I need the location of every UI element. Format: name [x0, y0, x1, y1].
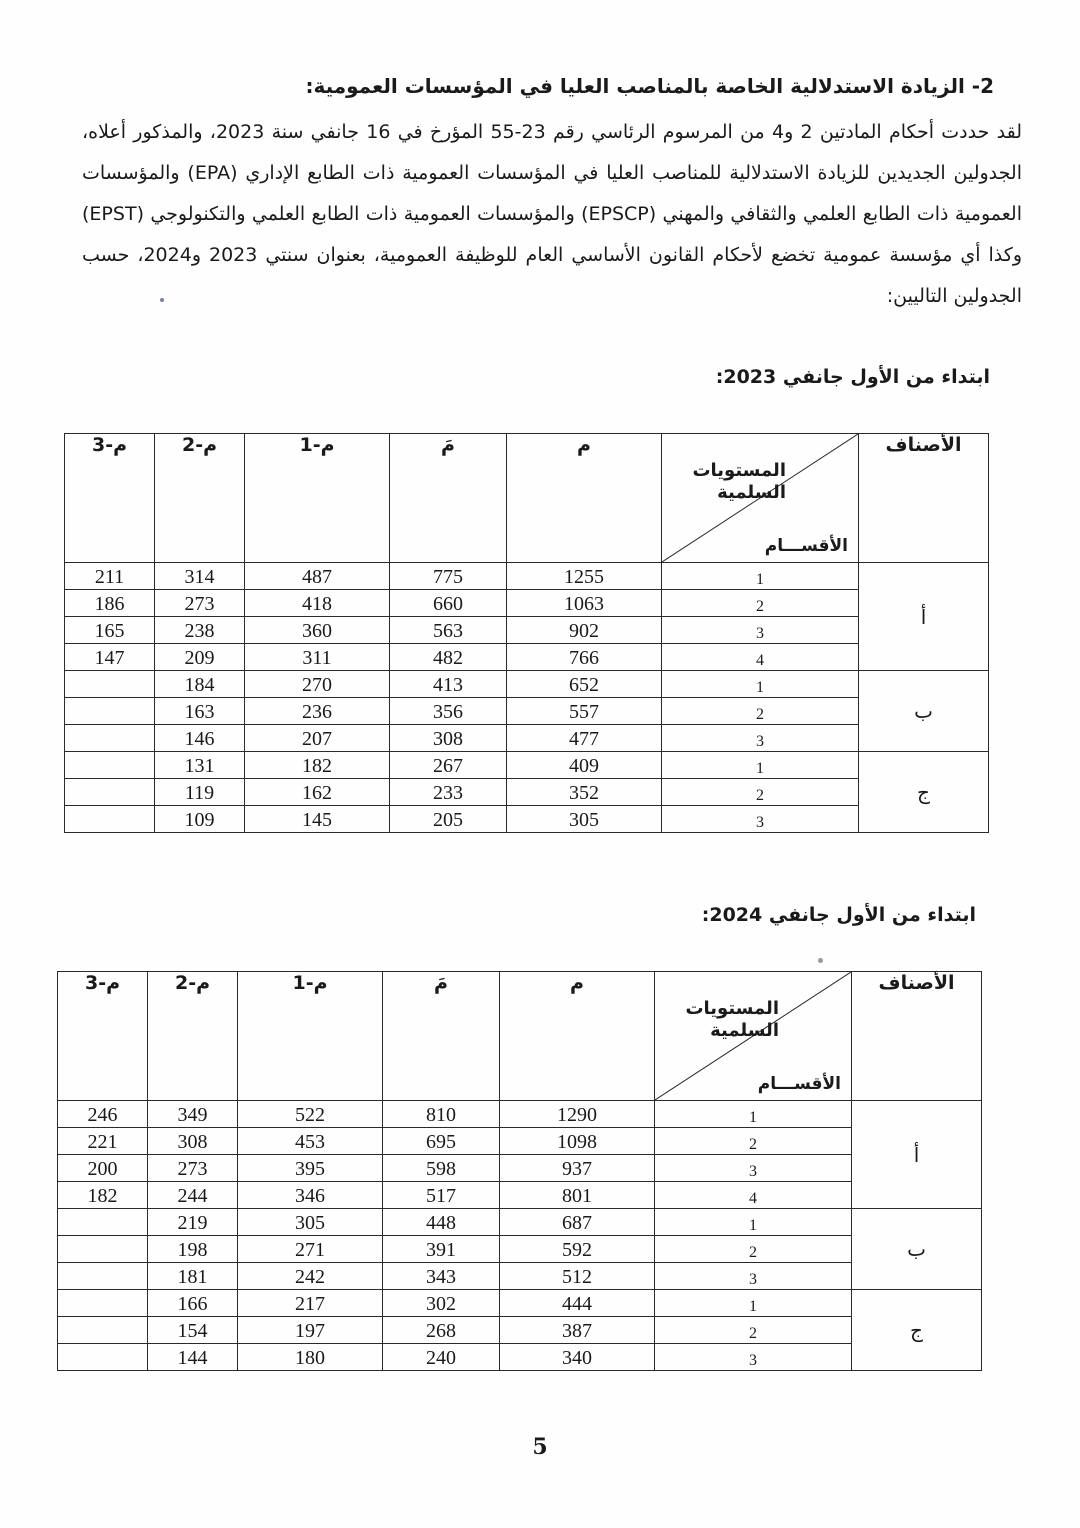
table-row	[65, 590, 989, 617]
index-value-cell: 1098	[500, 1128, 655, 1155]
table-row	[58, 1290, 982, 1317]
index-value-cell: 207	[245, 725, 390, 752]
division-cell: 2	[662, 590, 859, 617]
index-value-cell: 308	[390, 725, 507, 752]
levels-label: المستويات السلمية	[685, 998, 779, 1041]
index-value-cell	[58, 1263, 148, 1290]
division-cell: 3	[655, 1263, 852, 1290]
index-value-cell	[65, 779, 155, 806]
category-cell: ب	[852, 1209, 982, 1290]
index-value-cell: 444	[500, 1290, 655, 1317]
index-value-cell: 119	[155, 779, 245, 806]
section-heading: 2- الزيادة الاستدلالية الخاصة بالمناصب العليا في المؤسسات العمومية:	[305, 74, 994, 98]
index-value-cell	[65, 671, 155, 698]
index-value-cell: 352	[507, 779, 662, 806]
index-value-cell: 217	[238, 1290, 383, 1317]
index-value-cell: 477	[507, 725, 662, 752]
table-2024	[57, 971, 982, 1371]
division-cell: 4	[662, 644, 859, 671]
index-value-cell: 409	[507, 752, 662, 779]
index-value-cell: 687	[500, 1209, 655, 1236]
index-value-cell: 775	[390, 563, 507, 590]
index-value-cell: 238	[155, 617, 245, 644]
index-value-cell: 180	[238, 1344, 383, 1371]
index-value-cell: 221	[58, 1128, 148, 1155]
index-value-cell: 145	[245, 806, 390, 833]
scan-speck	[160, 298, 164, 302]
page-number: 5	[532, 1434, 548, 1460]
index-value-cell: 557	[507, 698, 662, 725]
division-cell: 4	[655, 1182, 852, 1209]
index-value-cell: 302	[383, 1290, 500, 1317]
division-cell: 1	[662, 752, 859, 779]
index-value-cell: 810	[383, 1101, 500, 1128]
table-row	[58, 1344, 982, 1371]
index-value-cell: 154	[148, 1317, 238, 1344]
table-2023-heading: ابتداء من الأول جانفي 2023:	[715, 366, 990, 388]
category-cell: ج	[859, 752, 989, 833]
header-row	[58, 972, 982, 1101]
table-row	[58, 1236, 982, 1263]
division-cell: 1	[662, 671, 859, 698]
index-value-cell: 308	[148, 1128, 238, 1155]
index-value-cell: 270	[245, 671, 390, 698]
index-value-cell: 236	[245, 698, 390, 725]
table-row	[58, 1317, 982, 1344]
table-row	[58, 1155, 982, 1182]
index-value-cell: 242	[238, 1263, 383, 1290]
index-value-cell: 1063	[507, 590, 662, 617]
division-cell: 1	[655, 1290, 852, 1317]
division-cell: 3	[662, 806, 859, 833]
table-row	[65, 644, 989, 671]
index-value-cell: 522	[238, 1101, 383, 1128]
intro-paragraph: لقد حددت أحكام المادتين 2 و4 من المرسوم الرئاسي رقم 23-55 المؤرخ في 16 جانفي سنة 2023، والمذكور أعلاه، الجدولين الجديدين للزيادة الاستدلالية للمناصب العليا في المؤسسات العمومية ذات الطابع الإداري (EPA) والمؤسسات العمومية ذات الطابع العلمي والثقافي والمهني (EPSCP) والمؤسسات العمومية ذات الطابع العلمي والتكنولوجي (EPST) وكذا أي مؤسسة عمومية تخضع لأحكام القانون الأساسي العام للوظيفة العمومية، بعنوان سنتي 2023 و2024، حسب الجدولين التاليين:	[82, 121, 1022, 307]
index-value-cell: 131	[155, 752, 245, 779]
division-cell: 2	[662, 779, 859, 806]
index-value-cell	[65, 725, 155, 752]
index-value-cell: 166	[148, 1290, 238, 1317]
index-value-cell: 343	[383, 1263, 500, 1290]
division-cell: 3	[655, 1155, 852, 1182]
division-cell: 3	[662, 725, 859, 752]
index-value-cell: 144	[148, 1344, 238, 1371]
index-value-cell: 267	[390, 752, 507, 779]
index-value-cell: 563	[390, 617, 507, 644]
index-value-cell: 181	[148, 1263, 238, 1290]
division-cell: 1	[655, 1209, 852, 1236]
index-value-cell: 305	[507, 806, 662, 833]
division-cell: 3	[655, 1344, 852, 1371]
index-value-cell: 652	[507, 671, 662, 698]
index-value-cell: 219	[148, 1209, 238, 1236]
category-cell: أ	[859, 563, 989, 671]
divisions-label: الأقســـام	[764, 536, 848, 556]
index-value-cell	[65, 752, 155, 779]
grade-column-header: مَ	[390, 434, 507, 563]
index-value-cell: 453	[238, 1128, 383, 1155]
index-value-cell: 273	[148, 1155, 238, 1182]
index-value-cell: 205	[390, 806, 507, 833]
division-cell: 2	[655, 1317, 852, 1344]
table-row	[65, 671, 989, 698]
index-value-cell: 198	[148, 1236, 238, 1263]
table-row	[65, 752, 989, 779]
index-value-cell: 346	[238, 1182, 383, 1209]
index-value-cell: 146	[155, 725, 245, 752]
index-value-cell	[58, 1290, 148, 1317]
index-value-cell: 209	[155, 644, 245, 671]
index-value-cell: 592	[500, 1236, 655, 1263]
index-value-cell: 660	[390, 590, 507, 617]
categories-header: الأصناف	[852, 972, 982, 1101]
grade-column-header: م	[507, 434, 662, 563]
index-value-cell	[65, 698, 155, 725]
index-value-cell: 147	[65, 644, 155, 671]
table-row	[65, 698, 989, 725]
divisions-label: الأقســـام	[757, 1074, 841, 1094]
levels-divisions-header	[662, 434, 859, 563]
index-value-cell: 512	[500, 1263, 655, 1290]
table-row	[65, 563, 989, 590]
index-value-cell: 413	[390, 671, 507, 698]
division-cell: 3	[662, 617, 859, 644]
index-value-cell	[58, 1317, 148, 1344]
grade-column-header: م-3	[65, 434, 155, 563]
table-row	[58, 1182, 982, 1209]
index-value-cell: 766	[507, 644, 662, 671]
category-cell: ب	[859, 671, 989, 752]
index-value-cell: 391	[383, 1236, 500, 1263]
index-value-cell	[58, 1344, 148, 1371]
grade-column-header: م-2	[148, 972, 238, 1101]
index-value-cell: 387	[500, 1317, 655, 1344]
table-2023	[64, 433, 989, 833]
index-value-cell: 314	[155, 563, 245, 590]
index-value-cell: 340	[500, 1344, 655, 1371]
index-value-cell: 356	[390, 698, 507, 725]
index-value-cell: 902	[507, 617, 662, 644]
index-value-cell: 109	[155, 806, 245, 833]
index-value-cell: 311	[245, 644, 390, 671]
index-value-cell: 182	[58, 1182, 148, 1209]
index-value-cell: 182	[245, 752, 390, 779]
index-value-cell: 418	[245, 590, 390, 617]
index-value-cell: 186	[65, 590, 155, 617]
grade-column-header: م-3	[58, 972, 148, 1101]
index-value-cell: 233	[390, 779, 507, 806]
division-cell: 1	[662, 563, 859, 590]
table-row	[65, 806, 989, 833]
index-value-cell	[58, 1209, 148, 1236]
division-cell: 2	[662, 698, 859, 725]
index-value-cell: 271	[238, 1236, 383, 1263]
index-value-cell: 360	[245, 617, 390, 644]
levels-divisions-header	[655, 972, 852, 1101]
division-cell: 2	[655, 1236, 852, 1263]
categories-header: الأصناف	[859, 434, 989, 563]
index-value-cell: 240	[383, 1344, 500, 1371]
index-value-cell: 197	[238, 1317, 383, 1344]
index-value-cell: 246	[58, 1101, 148, 1128]
header-row	[65, 434, 989, 563]
index-value-cell: 162	[245, 779, 390, 806]
index-value-cell: 1255	[507, 563, 662, 590]
index-value-cell	[58, 1236, 148, 1263]
index-value-cell: 200	[58, 1155, 148, 1182]
category-cell: أ	[852, 1101, 982, 1209]
index-value-cell: 305	[238, 1209, 383, 1236]
table-row	[58, 1263, 982, 1290]
index-value-cell: 695	[383, 1128, 500, 1155]
index-value-cell: 937	[500, 1155, 655, 1182]
index-value-cell: 244	[148, 1182, 238, 1209]
index-value-cell: 448	[383, 1209, 500, 1236]
index-value-cell: 165	[65, 617, 155, 644]
index-value-cell: 517	[383, 1182, 500, 1209]
index-value-cell: 349	[148, 1101, 238, 1128]
table-row	[58, 1128, 982, 1155]
table-row	[65, 617, 989, 644]
index-value-cell	[65, 806, 155, 833]
division-cell: 1	[655, 1101, 852, 1128]
levels-label: المستويات السلمية	[692, 460, 786, 503]
scan-speck	[818, 958, 823, 963]
index-value-cell: 482	[390, 644, 507, 671]
index-value-cell: 273	[155, 590, 245, 617]
division-cell: 2	[655, 1128, 852, 1155]
index-value-cell: 268	[383, 1317, 500, 1344]
index-value-cell: 598	[383, 1155, 500, 1182]
index-value-cell: 163	[155, 698, 245, 725]
grade-column-header: م	[500, 972, 655, 1101]
index-value-cell: 487	[245, 563, 390, 590]
grade-column-header: م-1	[245, 434, 390, 563]
table-row	[58, 1101, 982, 1128]
grade-column-header: مَ	[383, 972, 500, 1101]
index-value-cell: 395	[238, 1155, 383, 1182]
index-value-cell: 801	[500, 1182, 655, 1209]
index-value-cell: 184	[155, 671, 245, 698]
index-value-cell: 1290	[500, 1101, 655, 1128]
table-row	[58, 1209, 982, 1236]
category-cell: ج	[852, 1290, 982, 1371]
table-row	[65, 779, 989, 806]
index-value-cell: 211	[65, 563, 155, 590]
table-row	[65, 725, 989, 752]
grade-column-header: م-2	[155, 434, 245, 563]
grade-column-header: م-1	[238, 972, 383, 1101]
table-2024-heading: ابتداء من الأول جانفي 2024:	[701, 904, 976, 926]
